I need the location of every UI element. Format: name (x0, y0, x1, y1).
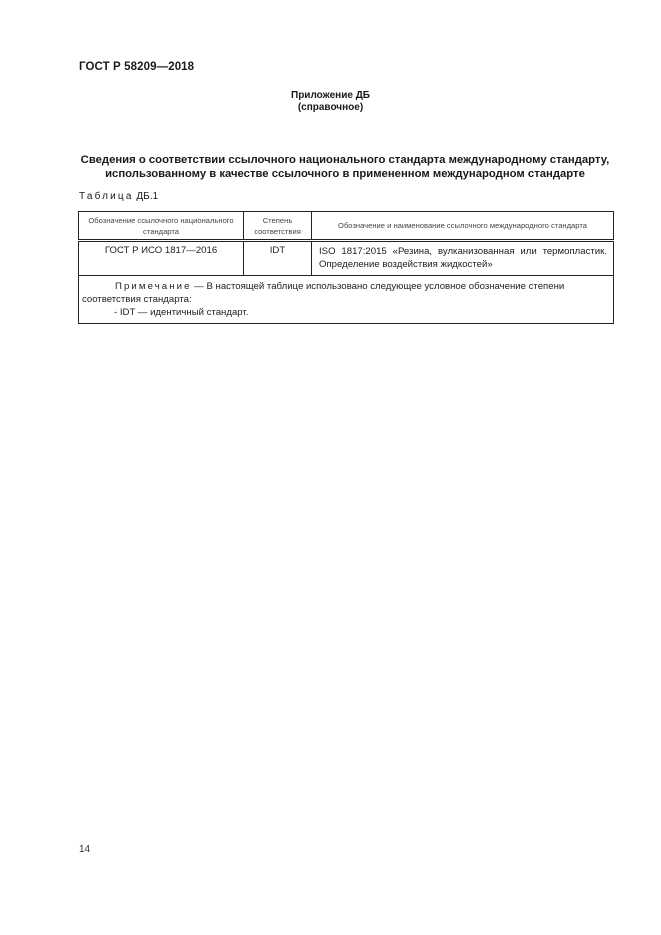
table-header-row (79, 212, 614, 241)
column-header-national-standard: Обозначение ссылочного национального стандарта (79, 212, 244, 241)
cell-conformity: IDT (244, 241, 312, 276)
column-header-international-standard: Обозначение и наименование ссылочного международного стандарта (312, 212, 614, 241)
table-row (79, 241, 614, 276)
appendix-heading (0, 90, 661, 114)
note-label: Примечание (115, 281, 192, 292)
note-text (82, 280, 607, 306)
table-note (79, 276, 614, 324)
appendix-title: Приложение ДБ (291, 90, 370, 101)
section-title (60, 153, 630, 181)
note-body: — В настоящей таблице использовано следующее условное обозначение степени соответствия стандарта: (82, 281, 565, 305)
section-title-line-1: Сведения о соответствии ссылочного национального стандарта международному стандарту, (80, 154, 610, 166)
table-caption-prefix: Таблица (79, 191, 134, 202)
conformity-table (78, 211, 614, 324)
note-item: - IDT — идентичный стандарт. (114, 307, 249, 318)
table-caption-number: ДБ.1 (136, 191, 159, 202)
cell-international-standard: ISO 1817:2015 «Резина, вулканизованная или термопластик. Определение воздействия жидкостей» (312, 241, 614, 276)
section-title-line-2: использованному в качестве ссылочного в примененном международном стандарте (105, 168, 585, 180)
page-number: 14 (79, 844, 91, 855)
table-note-row (79, 276, 614, 324)
table-caption (79, 191, 158, 202)
cell-national-standard: ГОСТ Р ИСО 1817—2016 (79, 241, 244, 276)
document-code: ГОСТ Р 58209—2018 (79, 61, 195, 73)
column-header-conformity: Степень соответствия (244, 212, 312, 241)
appendix-subtitle: (справочное) (297, 102, 364, 113)
